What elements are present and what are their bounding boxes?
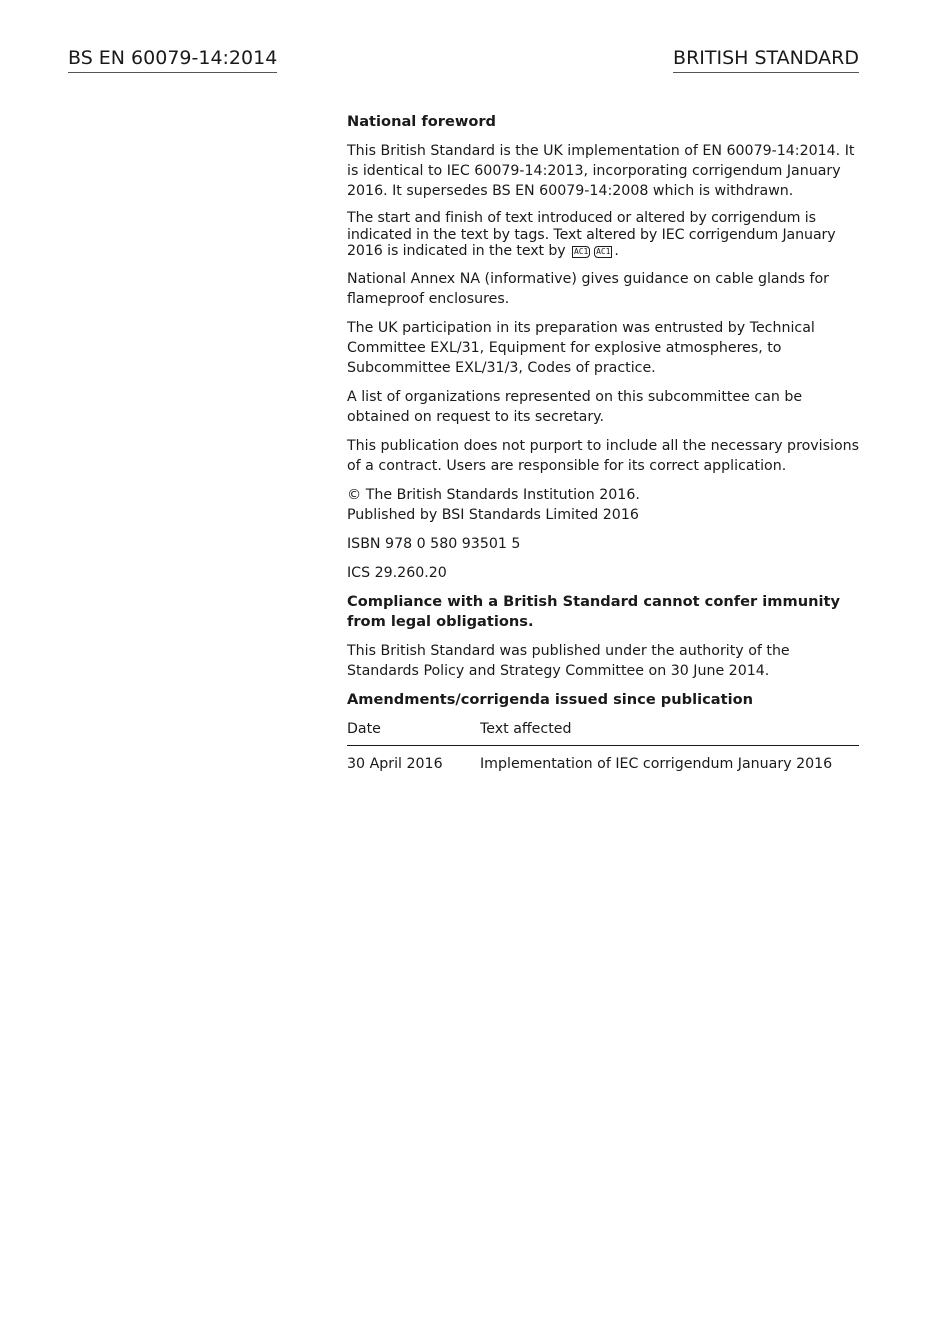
- national-foreword-section: [347, 112, 859, 774]
- foreword-paragraph-participation: The UK participation in its preparation was entrusted by Technical Committee EXL/31, Equipment for explosive atmospheres, to Subcommittee EXL/31/3, Codes of practice.: [347, 319, 815, 376]
- foreword-paragraph-national-annex: National Annex NA (informative) gives guidance on cable glands for flameproof enclosures.: [347, 270, 830, 307]
- amendments-table: [347, 719, 859, 774]
- authority-paragraph: This British Standard was published under the authority of the Standards Policy and Strategy Committee on 30 June 2014.: [347, 642, 790, 679]
- amendments-heading: Amendments/corrigenda issued since publication: [347, 690, 753, 708]
- foreword-paragraph-organizations: A list of organizations represented on this subcommittee can be obtained on request to its secretary.: [347, 388, 803, 425]
- ac1-close-tag-icon: AC1: [596, 247, 611, 256]
- ics-line: ICS 29.260.20: [347, 564, 447, 581]
- foreword-paragraph-implementation: This British Standard is the UK implementation of EN 60079-14:2014. It is identical to IEC 60079-14:2013, incorporating corrigendum January 2016. It supersedes BS EN 60079-14:2008 which is withdrawn.: [347, 143, 855, 199]
- foreword-paragraph-contract: This publication does not purport to include all the necessary provisions of a contract. Users are responsible for its correct application.: [347, 437, 860, 474]
- copyright-line: © The British Standards Institution 2016.: [347, 486, 640, 503]
- corrigendum-tags-end: .: [614, 243, 619, 259]
- standard-type-header: BRITISH STANDARD: [673, 46, 859, 73]
- amendment-date-cell: 30 April 2016: [347, 755, 443, 772]
- foreword-paragraph-corrigendum-tags: [347, 210, 859, 260]
- amendment-text-cell: Implementation of IEC corrigendum January 2016: [480, 755, 833, 772]
- publisher-line: Published by BSI Standards Limited 2016: [347, 506, 639, 523]
- ac1-open-tag-icon: AC1: [574, 247, 589, 256]
- column-header-text-affected: Text affected: [480, 719, 859, 746]
- copyright-block: [347, 485, 859, 525]
- compliance-heading: Compliance with a British Standard cannot confer immunity from legal obligations.: [347, 592, 840, 630]
- table-row: [347, 745, 859, 774]
- document-id-header: BS EN 60079-14:2014: [68, 46, 277, 73]
- amendments-table-header-row: [347, 719, 859, 746]
- isbn-line: ISBN 978 0 580 93501 5: [347, 535, 521, 552]
- corrigendum-tags-text: The start and finish of text introduced or altered by corrigendum is indicated in the text by tags. Text altered by IEC corrigendum January 2016 is indicated in the text by: [347, 210, 836, 259]
- column-header-date: Date: [347, 719, 480, 746]
- foreword-title: National foreword: [347, 113, 497, 130]
